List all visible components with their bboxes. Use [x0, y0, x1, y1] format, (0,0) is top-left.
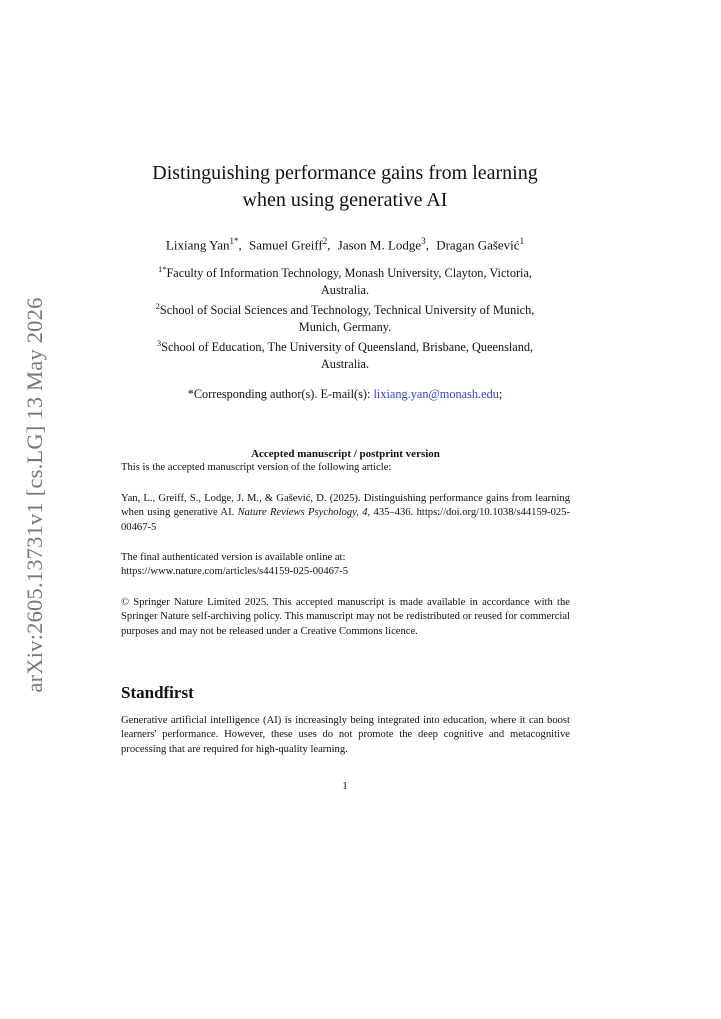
citation-block	[121, 492, 570, 535]
copyright-block	[121, 596, 570, 639]
corresponding-author	[100, 387, 590, 402]
author-superscript: 2	[322, 236, 328, 246]
author-name: Samuel Greiff	[248, 237, 323, 253]
arxiv-sidebar	[17, 293, 53, 698]
paper-title	[100, 160, 590, 214]
affiliation	[140, 261, 550, 298]
page-number: 1	[342, 780, 348, 792]
final-version-block	[121, 551, 570, 580]
journal-name: Nature Reviews Psychology, 4	[237, 507, 368, 519]
manuscript-notice	[121, 447, 570, 476]
author-superscript: 1	[519, 236, 525, 246]
corresponding-label: *Corresponding author(s). E-mail(s):	[187, 387, 371, 401]
title-line-1: Distinguishing performance gains from learning	[152, 162, 538, 184]
affiliation	[140, 335, 550, 372]
final-version-label: The final authenticated version is available online at:	[121, 552, 346, 563]
title-line-2: when using generative AI	[242, 189, 448, 211]
affiliation-text: Faculty of Information Technology, Monash University, Clayton, Victoria, Australia.	[166, 266, 533, 297]
manuscript-heading: Accepted manuscript / postprint version	[251, 448, 440, 460]
standfirst-text: Generative artificial intelligence (AI) is increasingly being integrated into education, where it can boost learners' performance. However, these uses do not promote the deep cognitive and metacognitive processing that are required for high-quality learning.	[121, 715, 570, 755]
affiliation-superscript: 2	[155, 301, 160, 312]
corresponding-suffix: ;	[498, 387, 503, 401]
arxiv-identifier: arXiv:2605.13731v1 [cs.LG] 13 May 2026	[22, 297, 47, 693]
final-version-url[interactable]: https://www.nature.com/articles/s44159-025-00467-5	[121, 566, 349, 578]
affiliation-superscript: 1*	[157, 264, 167, 274]
author-list: Lixiang Yan$^{1*}$, Samuel Greiff$^2$, Jason M. Lodge$^3$, Dragan Gašević$^1$	[165, 236, 525, 253]
copyright-notice: © Springer Nature Limited 2025. This accepted manuscript is made available in accordance with the Springer Nature self-archiving policy. This manuscript may not be redistributed or reused for commercial purposes and may not be released under a Creative Commons licence.	[121, 597, 570, 637]
affiliation-list	[140, 261, 550, 372]
standfirst-heading: Standfirst	[121, 683, 194, 702]
author-name: Dragan Gašević	[436, 237, 520, 253]
citation-pages-doi: , 435–436. https://doi.org/10.1038/s44159-025-00467-5	[121, 507, 571, 533]
author-name: Lixiang Yan	[165, 237, 230, 253]
author-superscript: 1*	[229, 236, 239, 246]
author-name: Jason M. Lodge	[337, 237, 422, 253]
citation-text: Yan, L., Greiff, S., Lodge, J. M., & Gašević, D. (2025). Distinguishing performance gains from learning when using generative AI.	[121, 493, 570, 519]
manuscript-intro: This is the accepted manuscript version of the following article:	[121, 462, 392, 474]
citation	[121, 492, 570, 535]
author-superscript: 3	[421, 236, 426, 246]
affiliation	[140, 298, 550, 335]
affiliation-text: School of Education, The University of Queensland, Brisbane, Queensland, Australia.	[161, 340, 534, 371]
standfirst-block	[121, 714, 570, 757]
affiliation-superscript: 3	[156, 338, 162, 349]
affiliation-text: School of Social Sciences and Technology, Technical University of Munich, Munich, Germany.	[159, 303, 535, 334]
email-link[interactable]: lixiang.yan@monash.edu	[373, 387, 499, 401]
